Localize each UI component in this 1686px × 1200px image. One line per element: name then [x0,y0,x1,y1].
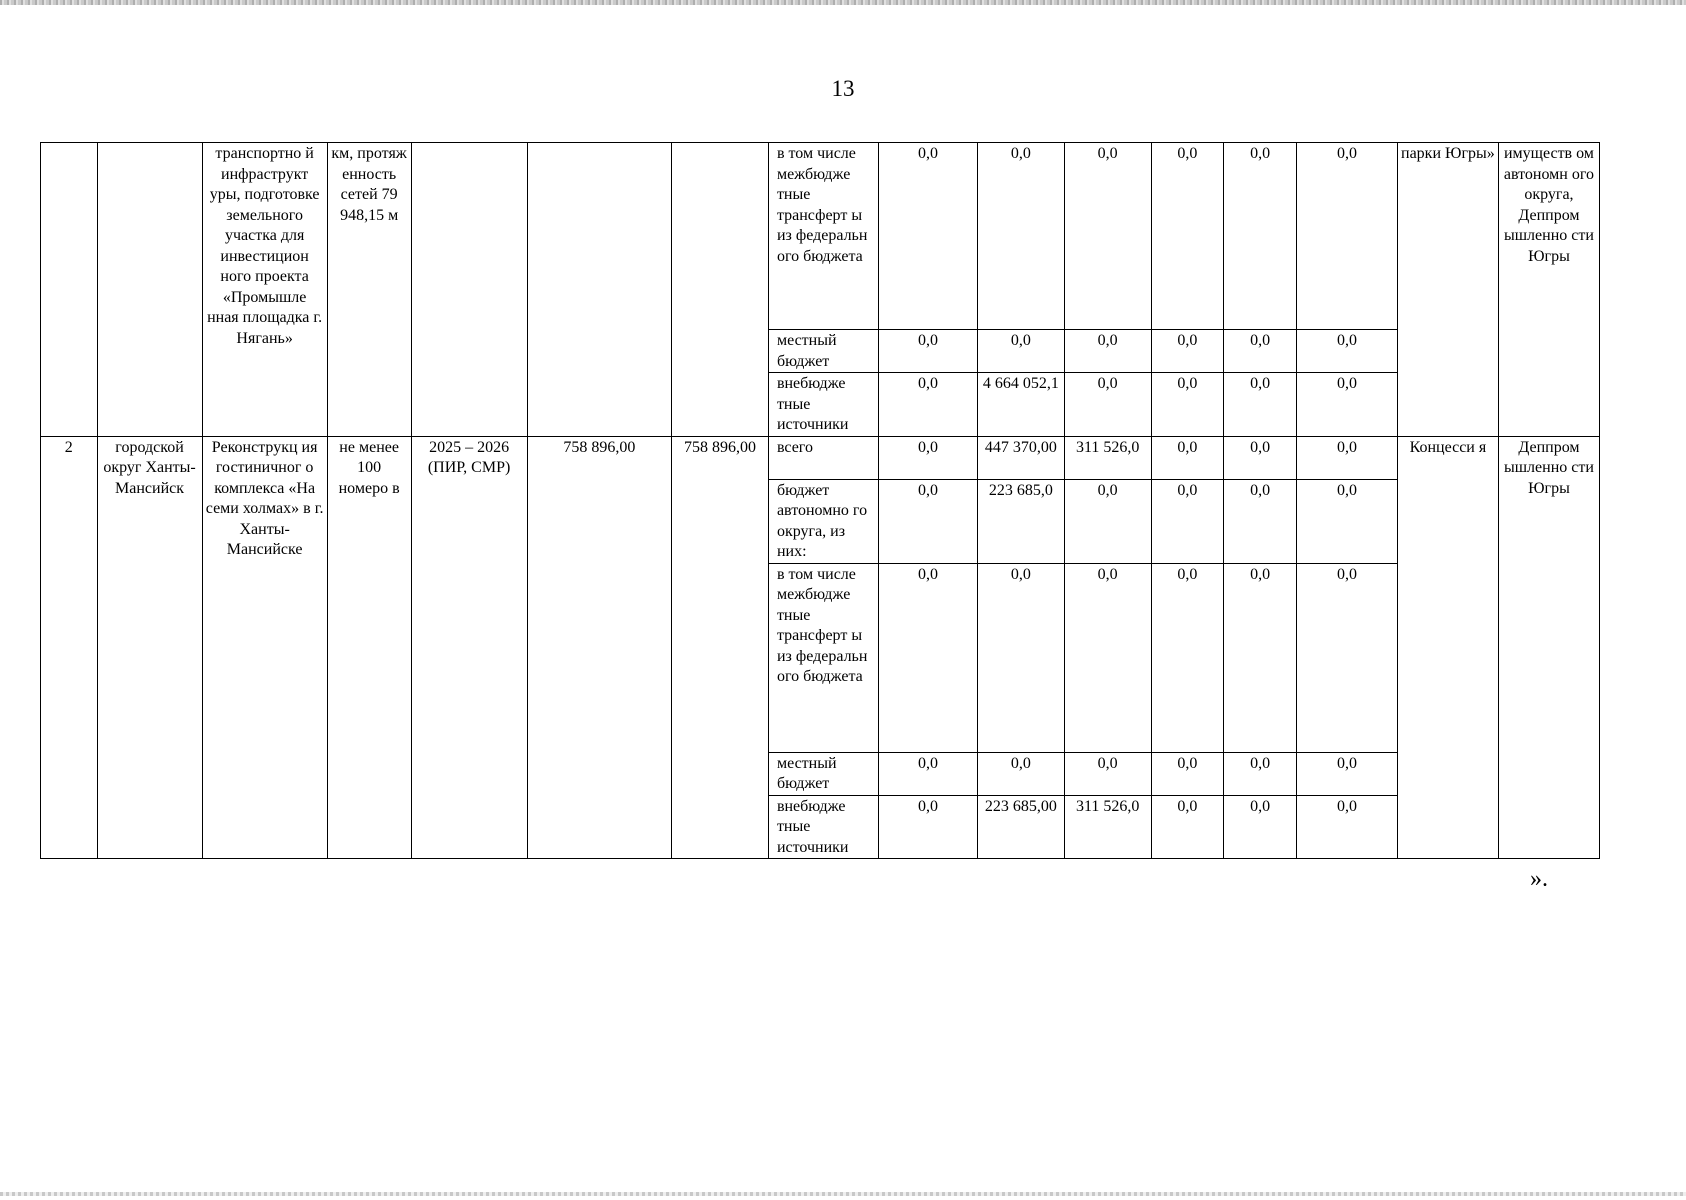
cell-value: 0,0 [977,143,1064,330]
cell-source: бюджет автономно го округа, из них: [768,479,878,563]
cell-value: 0,0 [878,330,977,373]
cell-value: 0,0 [1064,143,1151,330]
cell-period [411,143,527,437]
cell-value: 0,0 [1224,795,1297,859]
cell-value: 0,0 [1151,436,1224,479]
cell-value: 0,0 [1224,143,1297,330]
cell-value: 0,0 [878,479,977,563]
cell-value: 0,0 [1296,373,1397,437]
cell-source: местный бюджет [768,330,878,373]
table-row [41,143,1600,330]
cell-source: всего [768,436,878,479]
cell-value: 447 370,00 [977,436,1064,479]
closing-quote-mark: ». [1530,866,1548,892]
cell-source: в том числе межбюдже тные трансферт ы из федеральн ого бюджета [768,143,878,330]
financing-table [40,142,1600,859]
cell-value: 0,0 [1296,752,1397,795]
cell-source: внебюдже тные источники [768,795,878,859]
cell-value: 0,0 [878,563,977,752]
cell-value: 0,0 [1296,436,1397,479]
cell-agent: Концесси я [1397,436,1498,859]
cell-cost-2: 758 896,00 [672,436,769,859]
scan-edge-bottom [0,1192,1686,1196]
table-row [41,436,1600,479]
cell-agent: парки Югры» [1397,143,1498,437]
cell-value: 0,0 [1064,330,1151,373]
cell-num: 2 [41,436,98,859]
cell-value: 0,0 [1151,373,1224,437]
cell-source: в том числе межбюдже тные трансферт ы из федеральн ого бюджета [768,563,878,752]
cell-municipality: городской округ Ханты- Мансийск [97,436,202,859]
cell-responsible: Деппром ышленно сти Югры [1498,436,1599,859]
cell-value: 0,0 [1296,143,1397,330]
cell-value: 0,0 [1224,479,1297,563]
cell-value: 0,0 [1064,752,1151,795]
cell-value: 0,0 [1151,752,1224,795]
cell-cost: 758 896,00 [527,436,671,859]
cell-num [41,143,98,437]
cell-value: 0,0 [1064,479,1151,563]
cell-value: 0,0 [1151,330,1224,373]
cell-source: внебюдже тные источники [768,373,878,437]
cell-value: 0,0 [1224,752,1297,795]
cell-value: 0,0 [878,143,977,330]
cell-value: 0,0 [977,330,1064,373]
cell-capacity: км, протяж енность сетей 79 948,15 м [327,143,411,437]
cell-value: 0,0 [1151,563,1224,752]
cell-value: 0,0 [977,752,1064,795]
cell-value: 0,0 [1224,436,1297,479]
cell-value: 0,0 [1296,479,1397,563]
cell-value: 0,0 [1224,563,1297,752]
cell-value: 0,0 [1296,330,1397,373]
cell-responsible: имуществ ом автономн ого округа, Деппром ышленно сти Югры [1498,143,1599,437]
cell-capacity: не менее 100 номеро в [327,436,411,859]
cell-value: 0,0 [1064,373,1151,437]
cell-municipality [97,143,202,437]
cell-source: местный бюджет [768,752,878,795]
cell-value: 4 664 052,1 [977,373,1064,437]
cell-cost [527,143,671,437]
cell-value: 223 685,00 [977,795,1064,859]
cell-value: 311 526,0 [1064,795,1151,859]
scan-edge-top [0,0,1686,5]
cell-value: 0,0 [1064,563,1151,752]
cell-value: 0,0 [1296,563,1397,752]
cell-period: 2025 – 2026 (ПИР, СМР) [411,436,527,859]
cell-value: 0,0 [1224,330,1297,373]
cell-cost-2 [672,143,769,437]
cell-object: Реконструкц ия гостиничног о комплекса «На семи холмах» в г. Ханты- Мансийске [202,436,327,859]
cell-value: 0,0 [878,795,977,859]
cell-value: 223 685,0 [977,479,1064,563]
cell-value: 0,0 [1296,795,1397,859]
cell-value: 0,0 [977,563,1064,752]
cell-value: 0,0 [1151,479,1224,563]
cell-value: 0,0 [1151,795,1224,859]
cell-value: 0,0 [1151,143,1224,330]
cell-value: 0,0 [878,436,977,479]
cell-value: 0,0 [878,373,977,437]
cell-object: транспортно й инфраструкт уры, подготовке земельного участка для инвестицион ного проекта «Промышле нная площадка г. Нягань» [202,143,327,437]
cell-value: 311 526,0 [1064,436,1151,479]
cell-value: 0,0 [1224,373,1297,437]
cell-value: 0,0 [878,752,977,795]
page-number: 13 [831,76,855,101]
